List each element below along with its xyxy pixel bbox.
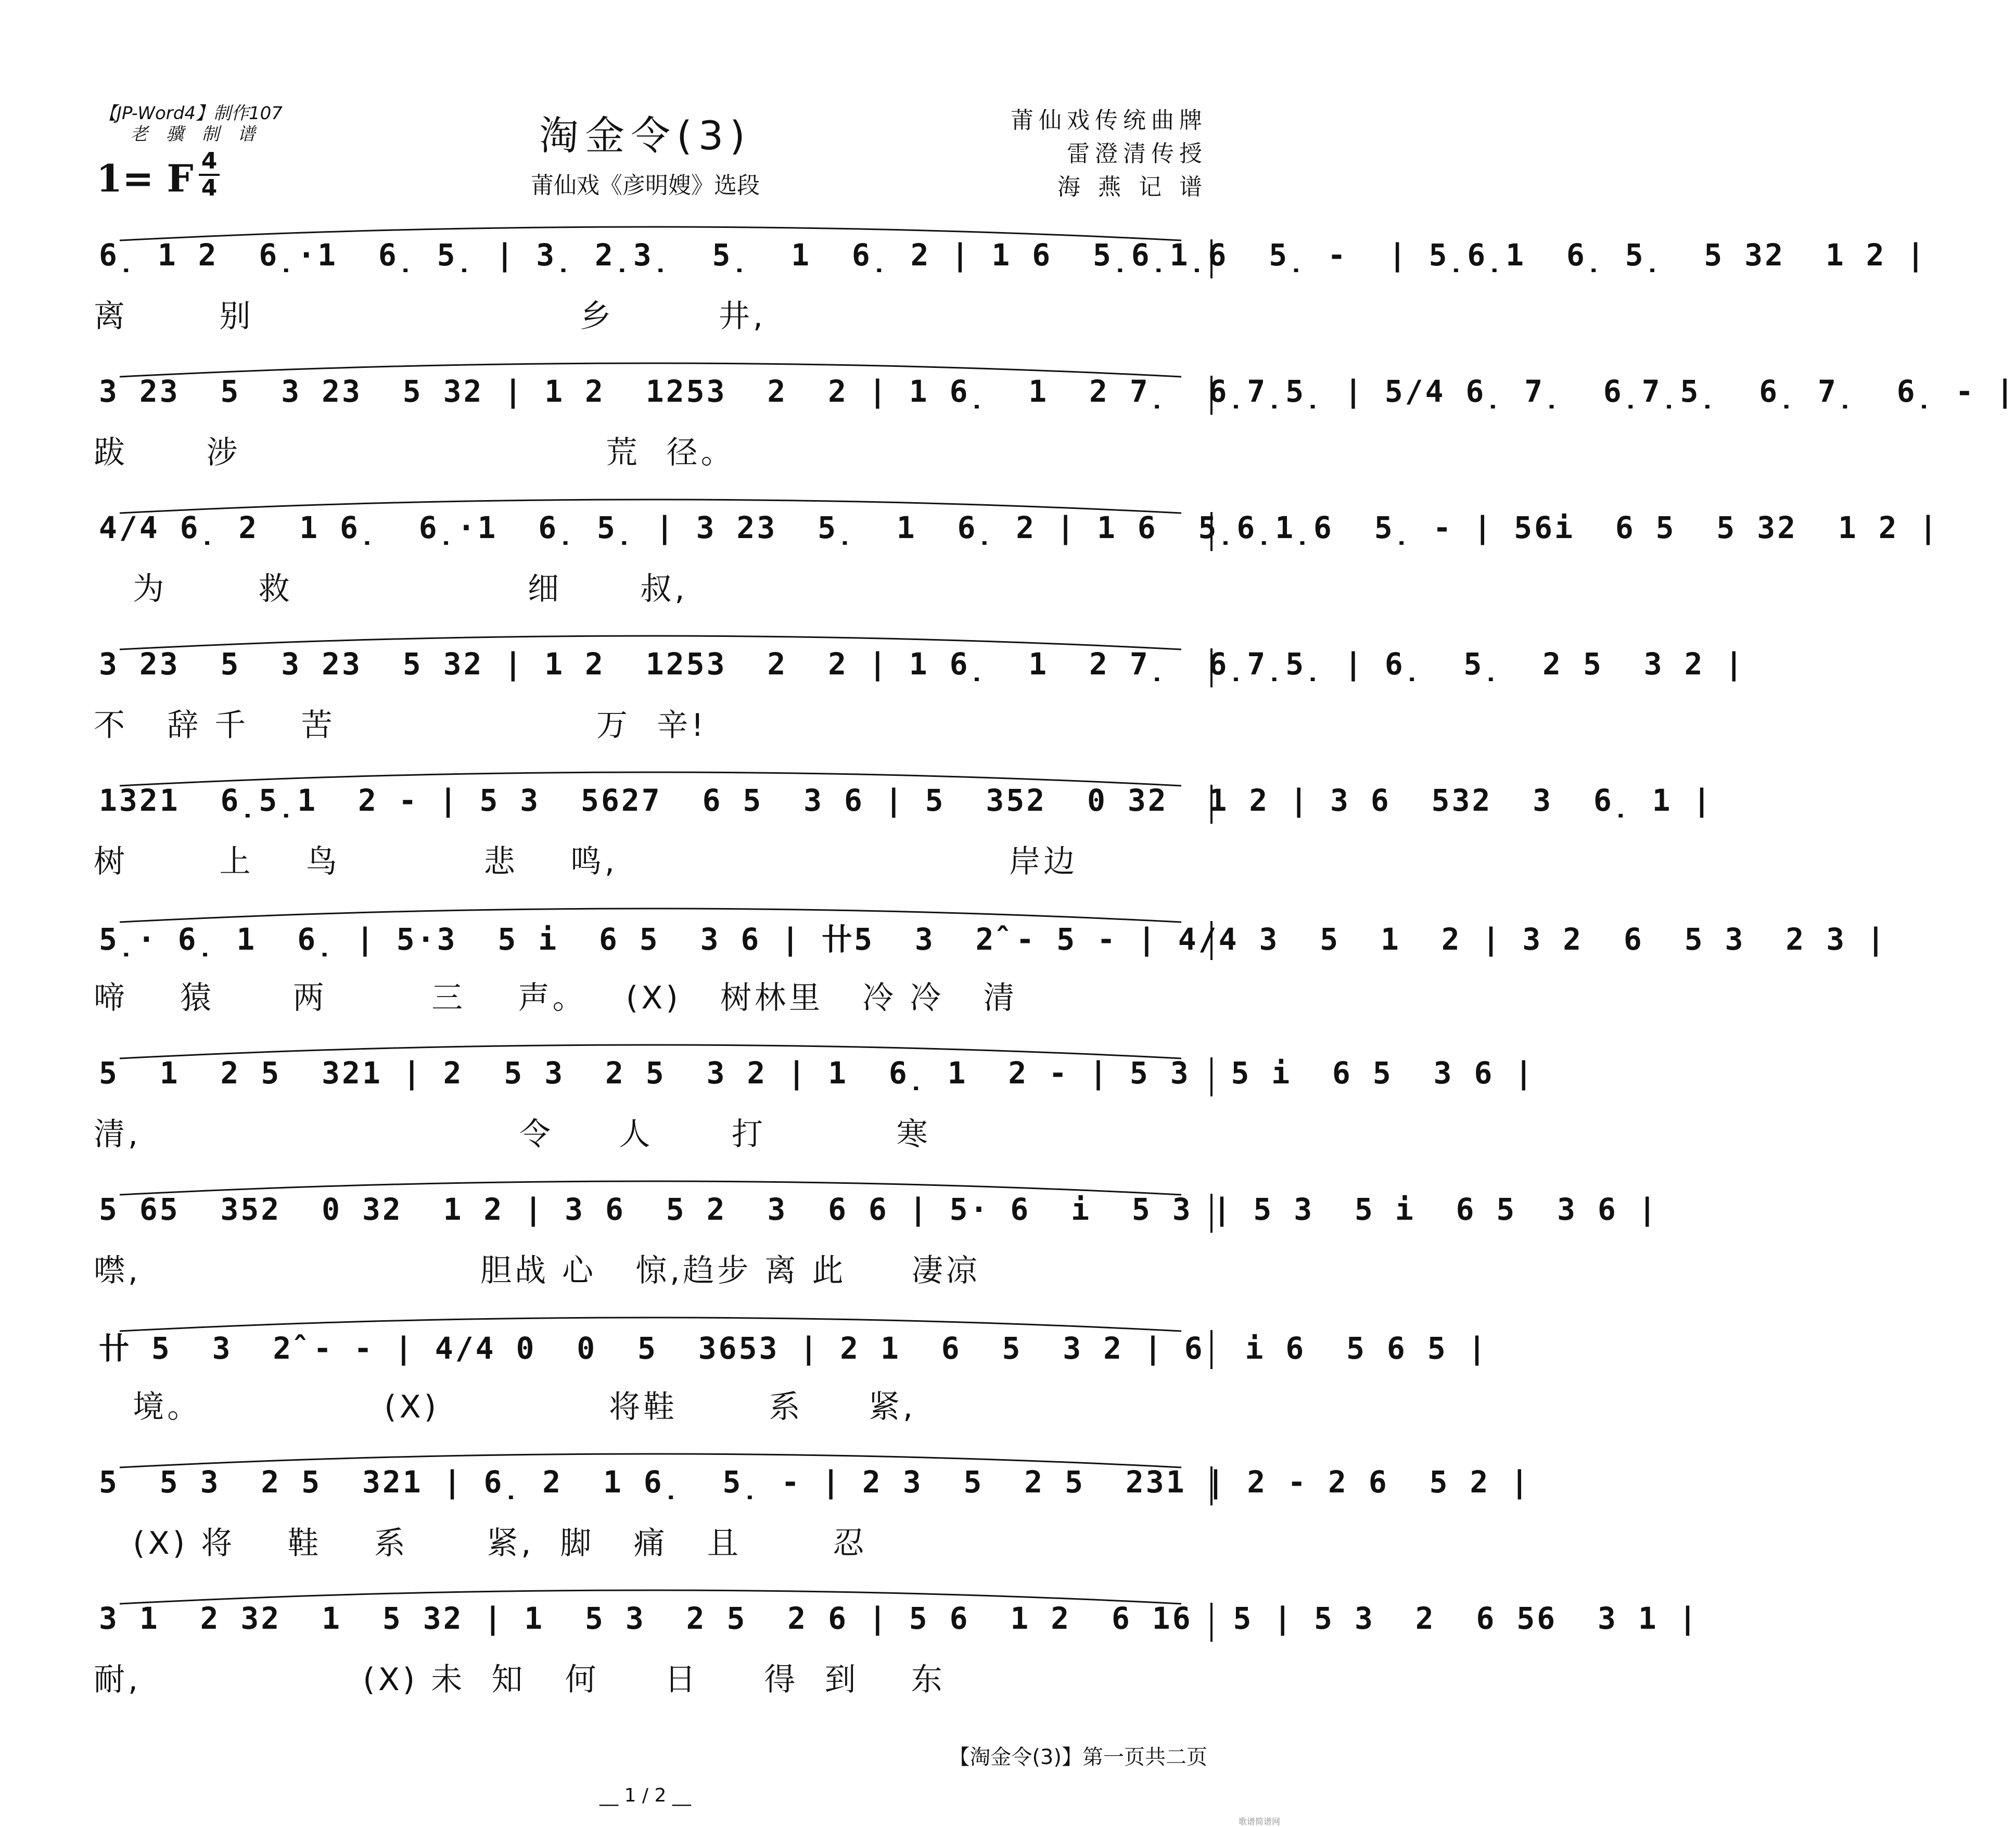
notation-line <box>88 502 1940 554</box>
lyric-line: 啼 猿 两 三 声。 (X) 树林里 冷 冷 清 <box>94 980 1018 1016</box>
lyric-line: 耐, (X) 未 知 何 日 得 到 东 <box>94 1662 946 1698</box>
notation-line <box>88 1320 1488 1372</box>
notation-text: 1321 6̣5̣1 2 - | 5 3 5627 6 5 3 6 | 5 352 0 32 1 2 | 3 6 532 3 6̣ 1 | <box>99 783 1713 818</box>
notation-text: 4/4 6̣ 2 1 6̣ 6̣·1 6̣ 5̣ | 3 23 5̣ 1 6̣ 2 | 1 6 5̣6̣1̣6 5̣ - | 56i 6 5 5 32 1 2 | <box>99 510 1940 545</box>
notation-line <box>88 911 1887 963</box>
watermark: 歌谱简谱网 <box>1238 1817 1280 1826</box>
time-signature-bottom: 4 <box>201 175 218 201</box>
notation-line <box>88 1456 1531 1508</box>
lyric-line: 噤, 胆战 心 惊,趋步 离 此 凄凉 <box>94 1253 980 1289</box>
lyric-line: 清, 令 人 打 寒 <box>94 1116 931 1153</box>
page-subtitle: 莆仙戏《彦明嫂》选段 <box>531 172 760 199</box>
credit-teacher: 雷澄清传授 <box>1067 140 1207 167</box>
page-title: 淘金令(3) <box>539 112 751 159</box>
notation-line <box>88 1047 1535 1099</box>
notation-line <box>88 774 1713 826</box>
page-number: __ 1 / 2 __ <box>599 1785 691 1806</box>
lyric-line: 跋 涉 荒 径。 <box>94 435 735 471</box>
maker-line-1: 【JP-Word4】制作107 <box>99 103 283 124</box>
notation-text: 卄 5 3 2̂ - - | 4/4 0 0 5 3653 | 2 1 6 5 3 2 | 6 i 6 5 6 5 | <box>99 1331 1488 1366</box>
credit-transcriber: 海 燕 记 谱 <box>1057 174 1207 200</box>
lyric-line: 为 救 细 叔, <box>94 571 688 607</box>
lyric-line: 境。 (X) 将鞋 系 紧, <box>94 1389 916 1425</box>
notation-line <box>88 1183 1658 1235</box>
notation-text: 5 1 2 5 321 | 2 5 3 2 5 3 2 | 1 6̣ 1 2 - | 5 3 5 i 6 5 3 6 | <box>99 1055 1535 1091</box>
notation-text: 5 65 352 0 32 1 2 | 3 6 5 2 3 6 6 | 5· 6 i 5 3 | 5 3 5 i 6 5 3 6 | <box>99 1192 1658 1227</box>
time-signature-top: 4 <box>201 148 218 174</box>
notation-line <box>88 638 1745 690</box>
notation-line <box>88 365 2016 417</box>
notation-text: 6̣ 1 2 6̣·1 6̣ 5̣ | 3̣ 2̣3̣ 5̣ 1 6̣ 2 | 1 6 5̣6̣1̣6 5̣ - | 5̣6̣1 6̣ 5̣ 5 32 1 2 | <box>99 237 1927 273</box>
footer-label: 【淘金令(3)】第一页共二页 <box>949 1745 1207 1769</box>
notation-text: 3 1 2 32 1 5 32 | 1 5 3 2 5 2 6 | 5 6 1 2 6 16 5 | 5 3 2 6 56 3 1 | <box>99 1601 1699 1636</box>
lyric-line: 离 别 乡 井, <box>94 298 766 335</box>
credit-origin: 莆仙戏传统曲牌 <box>1011 107 1207 134</box>
notation-text: 3 23 5 3 23 5 32 | 1 2 1253 2 2 | 1 6̣ 1 2 7̣ 6̣7̣5̣ | 5/4 6̣ 7̣ 6̣7̣5̣ 6̣ 7̣ 6̣ - | <box>99 374 2016 409</box>
notation-text: 5̣· 6̣ 1 6̣ | 5·3 5 i 6 5 3 6 | 卄5 3 2̂ - 5 - | 4/4 3 5 1 2 | 3 2 6 5 3 2 3 | <box>99 922 1887 957</box>
key-signature: 1= F <box>96 156 194 200</box>
notation-text: 5 5 3 2 5 321 | 6̣ 2 1 6̣ 5̣ - | 2 3 5 2 5 231 | 2 - 2 6 5 2 | <box>99 1464 1531 1500</box>
notation-line <box>88 1592 1699 1644</box>
credits-block <box>1011 104 1207 204</box>
maker-line-2: 老 骥 制 谱 <box>130 124 262 145</box>
notation-text: 3 23 5 3 23 5 32 | 1 2 1253 2 2 | 1 6̣ 1 2 7̣ 6̣7̣5̣ | 6̣ 5̣ 2 5 3 2 | <box>99 646 1745 682</box>
lyric-line: (X) 将 鞋 系 紧, 脚 痛 且 忍 <box>94 1525 867 1562</box>
notation-line <box>88 229 1927 281</box>
lyric-line: 树 上 鸟 悲 鸣, 岸边 <box>94 844 1078 880</box>
lyric-line: 不 辞 千 苦 万 辛! <box>94 707 707 744</box>
